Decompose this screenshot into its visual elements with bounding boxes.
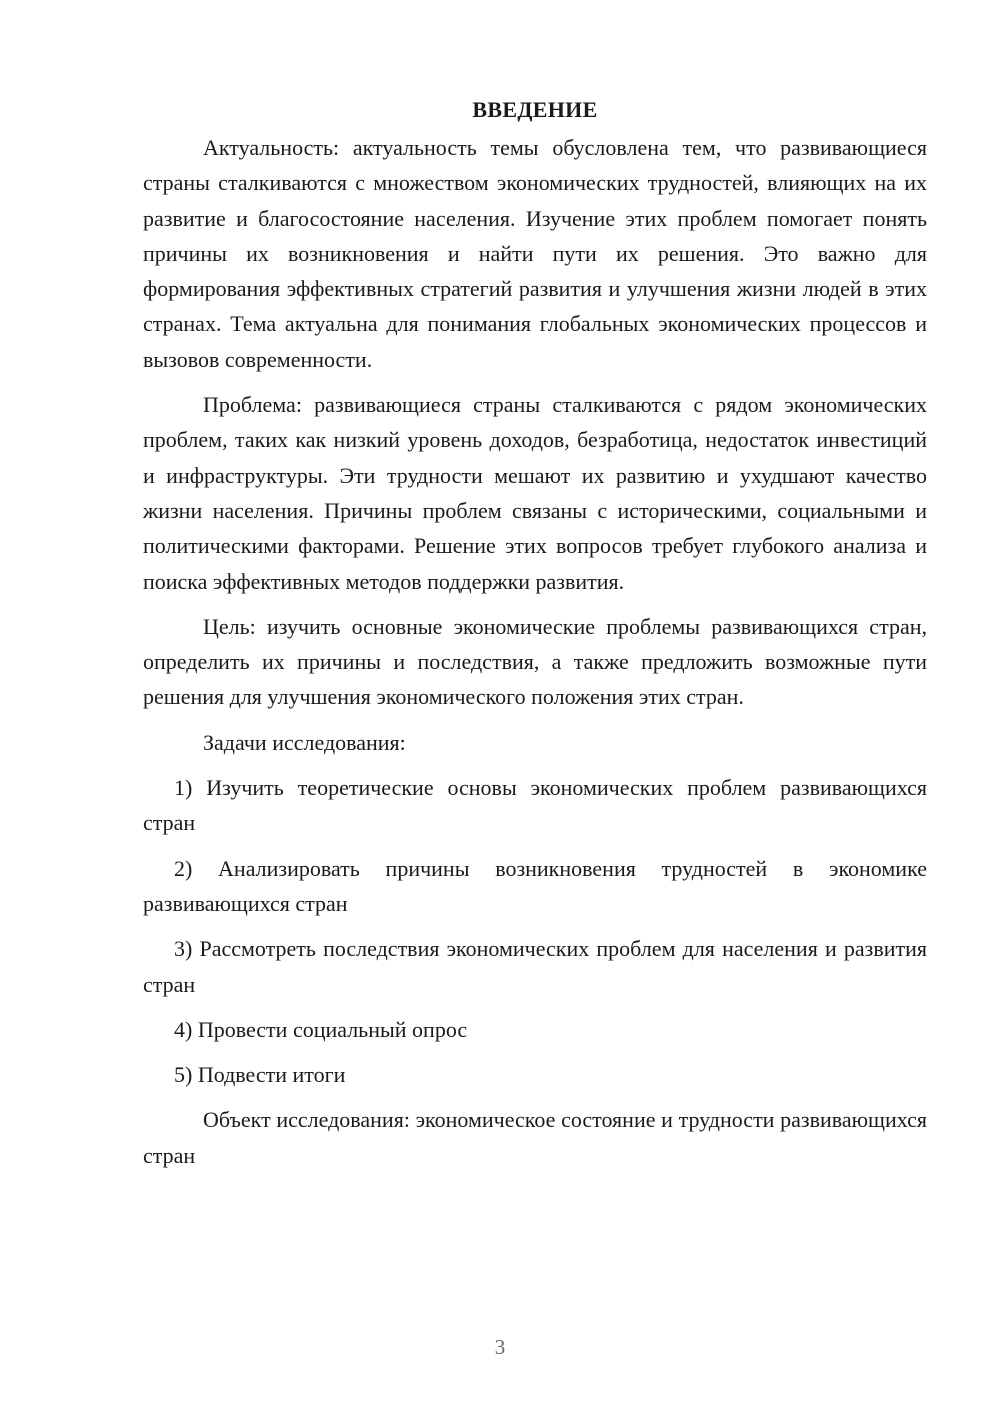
- relevance-paragraph: Актуальность: актуальность темы обусловлена тем, что развивающиеся страны сталкиваются с множеством экономических трудностей, влияющих на их развитие и благосостояние населения. Изучение этих проблем помогает понять причины их возникновения и найти пути их решения. Это важно для формирования эффективных стратегий развития и улучшения жизни людей в этих странах. Тема актуальна для понимания глобальных экономических процессов и вызовов современности.: [143, 135, 927, 372]
- goal-paragraph: Цель: изучить основные экономические проблемы развивающихся стран, определить их причины и последствия, а также предложить возможные пути решения для улучшения экономического положения этих стран.: [143, 613, 927, 710]
- problem-paragraph: Проблема: развивающиеся страны сталкиваются с рядом экономических проблем, таких как низкий уровень доходов, безработица, недостаток инвестиций и инфраструктуры. Эти трудности мешают их развитию и ухудшают качество жизни населения. Причины проблем связаны с историческими, социальными и политическими факторами. Решение этих вопросов требует глубокого анализа и поиска эффективных методов поддержки развития.: [143, 392, 927, 594]
- task-item-4: 4) Провести социальный опрос: [174, 1016, 468, 1042]
- task-item-1: 1) Изучить теоретические основы экономических проблем развивающихся стран: [143, 775, 927, 836]
- tasks-heading: Задачи исследования:: [203, 729, 406, 755]
- task-item-5: 5) Подвести итоги: [174, 1062, 346, 1088]
- object-paragraph: Объект исследования: экономическое состояние и трудности развивающихся стран: [143, 1107, 927, 1168]
- page-title: ВВЕДЕНИЕ: [472, 97, 598, 122]
- task-item-3: 3) Рассмотреть последствия экономических проблем для населения и развития стран: [143, 936, 927, 997]
- task-item-2: 2) Анализировать причины возникновения трудностей в экономике развивающихся стран: [143, 855, 927, 916]
- document-page: [143, 92, 927, 1183]
- page-number: 3: [494, 1335, 506, 1359]
